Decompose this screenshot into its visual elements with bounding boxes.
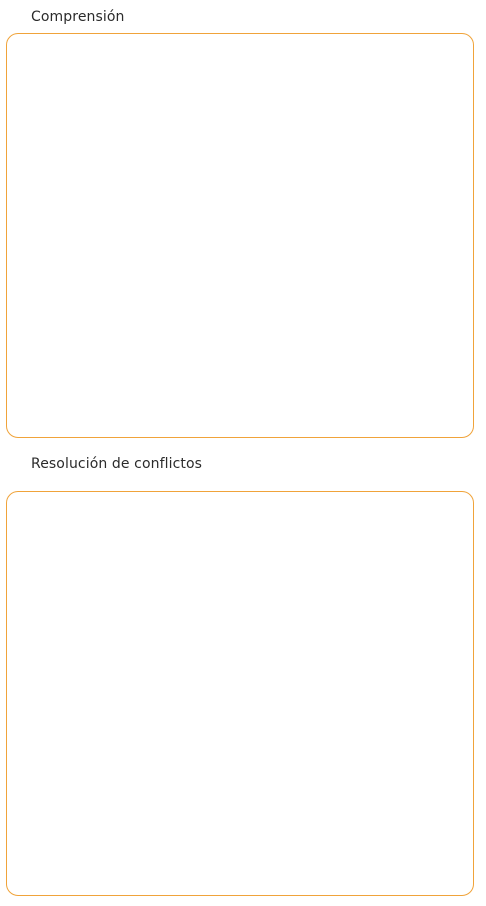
resolucion-conflictos-label: Resolución de conflictos: [31, 456, 203, 472]
comprension-textarea[interactable]: [6, 33, 474, 438]
resolucion-conflictos-textarea[interactable]: [6, 491, 474, 896]
comprension-label: Comprensión: [31, 9, 125, 25]
